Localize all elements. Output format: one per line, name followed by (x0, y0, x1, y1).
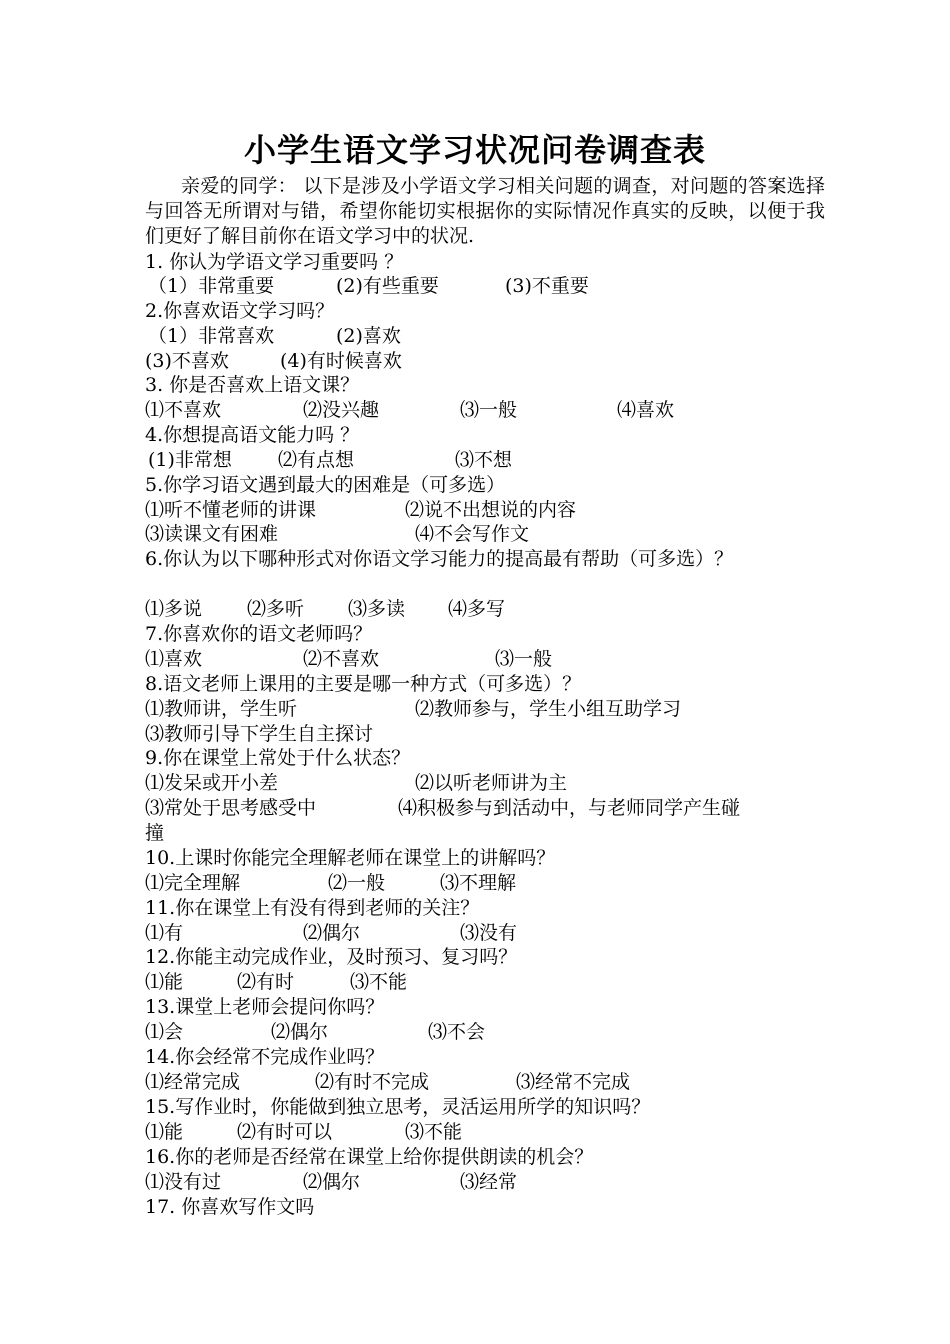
q10-option-3: ⑶不理解 (440, 872, 517, 894)
q12-option-3: ⑶不能 (350, 971, 408, 993)
q10-option-1: ⑴完全理解 (145, 872, 241, 894)
q16-option-1: ⑴没有过 (145, 1171, 222, 1193)
question-12: 12.你能主动完成作业，及时预习、复习吗？ (145, 946, 518, 968)
q15-option-1: ⑴能 (145, 1121, 184, 1143)
q6-option-4: ⑷多写 (448, 598, 506, 620)
document-title: 小学生语文学习状况问卷调查表 (243, 131, 706, 169)
q11-option-3: ⑶没有 (460, 922, 518, 944)
q14-option-3: ⑶经常不完成 (516, 1071, 631, 1093)
q9-option-4: ⑷积极参与到活动中，与老师同学产生碰 (398, 797, 741, 819)
q2-option-3: (3)不喜欢 (145, 350, 229, 372)
question-16: 16.你的老师是否经常在课堂上给你提供朗读的机会？ (145, 1146, 594, 1168)
question-11: 11.你在课堂上有没有得到老师的关注？ (145, 897, 480, 919)
q7-option-3: ⑶一般 (495, 648, 553, 670)
q16-option-2: ⑵偶尔 (303, 1171, 361, 1193)
question-6: 6.你认为以下哪种形式对你语文学习能力的提高最有帮助（可多选）？ (145, 548, 734, 570)
q2-option-2: (2)喜欢 (336, 325, 401, 347)
q12-option-2: ⑵有时 (237, 971, 295, 993)
q1-option-1: （1）非常重要 (148, 275, 275, 297)
intro-paragraph: 亲爱的同学： 以下是涉及小学语文学习相关问题的调查，对问题的答案选择与回答无所谓对与错，希望你能切实根据你的实际情况作真实的反映，以便于我们更好了解目前你在语文学习中的状况. (145, 175, 825, 247)
q1-option-2: (2)有些重要 (336, 275, 439, 297)
q3-option-4: ⑷喜欢 (617, 399, 675, 421)
question-4: 4.你想提高语文能力吗 ？ (145, 424, 360, 446)
question-17: 17. 你喜欢写作文吗 (145, 1196, 315, 1218)
q13-option-3: ⑶不会 (428, 1021, 486, 1043)
q7-option-1: ⑴喜欢 (145, 648, 203, 670)
q3-option-1: ⑴不喜欢 (145, 399, 222, 421)
q15-option-3: ⑶不能 (405, 1121, 463, 1143)
question-5: 5.你学习语文遇到最大的困难是（可多选） (145, 474, 506, 496)
q12-option-1: ⑴能 (145, 971, 184, 993)
q9-option-4-continued: 撞 (145, 822, 165, 844)
q2-option-4: (4)有时候喜欢 (280, 350, 402, 372)
q9-option-2: ⑵以听老师讲为主 (415, 772, 568, 794)
q8-option-3: ⑶教师引导下学生自主探讨 (145, 723, 374, 745)
q4-option-2: ⑵有点想 (278, 449, 355, 471)
q1-option-3: (3)不重要 (505, 275, 589, 297)
q9-option-3: ⑶常处于思考感受中 (145, 797, 317, 819)
q4-option-1: (1)非常想 (148, 449, 232, 471)
q3-option-2: ⑵没兴趣 (303, 399, 380, 421)
q10-option-2: ⑵一般 (328, 872, 386, 894)
q6-option-3: ⑶多读 (348, 598, 406, 620)
q11-option-1: ⑴有 (145, 922, 184, 944)
q13-option-2: ⑵偶尔 (271, 1021, 329, 1043)
question-7: 7.你喜欢你的语文老师吗？ (145, 623, 373, 645)
q4-option-3: ⑶不想 (455, 449, 513, 471)
q14-option-1: ⑴经常完成 (145, 1071, 241, 1093)
question-10: 10.上课时你能完全理解老师在课堂上的讲解吗？ (145, 847, 556, 869)
q8-option-2: ⑵教师参与，学生小组互助学习 (415, 698, 682, 720)
question-15: 15.写作业时，你能做到独立思考，灵活运用所学的知识吗？ (145, 1096, 651, 1118)
q7-option-2: ⑵不喜欢 (303, 648, 380, 670)
q8-option-1: ⑴教师讲，学生听 (145, 698, 298, 720)
q6-option-2: ⑵多听 (247, 598, 305, 620)
q16-option-3: ⑶经常 (460, 1171, 518, 1193)
q5-option-4: ⑷不会写作文 (415, 523, 530, 545)
q5-option-2: ⑵说不出想说的内容 (405, 499, 577, 521)
q13-option-1: ⑴会 (145, 1021, 184, 1043)
question-2: 2.你喜欢语文学习吗？ (145, 300, 335, 322)
question-13: 13.课堂上老师会提问你吗？ (145, 996, 385, 1018)
question-14: 14.你会经常不完成作业吗？ (145, 1046, 385, 1068)
q6-option-1: ⑴多说 (145, 598, 203, 620)
question-9: 9.你在课堂上常处于什么状态？ (145, 747, 411, 769)
q15-option-2: ⑵有时可以 (237, 1121, 333, 1143)
q9-option-1: ⑴发呆或开小差 (145, 772, 279, 794)
q3-option-3: ⑶一般 (460, 399, 518, 421)
q2-option-1: （1）非常喜欢 (148, 325, 275, 347)
q5-option-3: ⑶读课文有困难 (145, 523, 279, 545)
q5-option-1: ⑴听不懂老师的讲课 (145, 499, 317, 521)
q14-option-2: ⑵有时不完成 (315, 1071, 430, 1093)
question-1: 1. 你认为学语文学习重要吗 ？ (145, 251, 404, 273)
question-8: 8.语文老师上课用的主要是哪一种方式（可多选）？ (145, 673, 582, 695)
question-3: 3. 你是否喜欢上语文课？ (145, 374, 360, 396)
q11-option-2: ⑵偶尔 (303, 922, 361, 944)
